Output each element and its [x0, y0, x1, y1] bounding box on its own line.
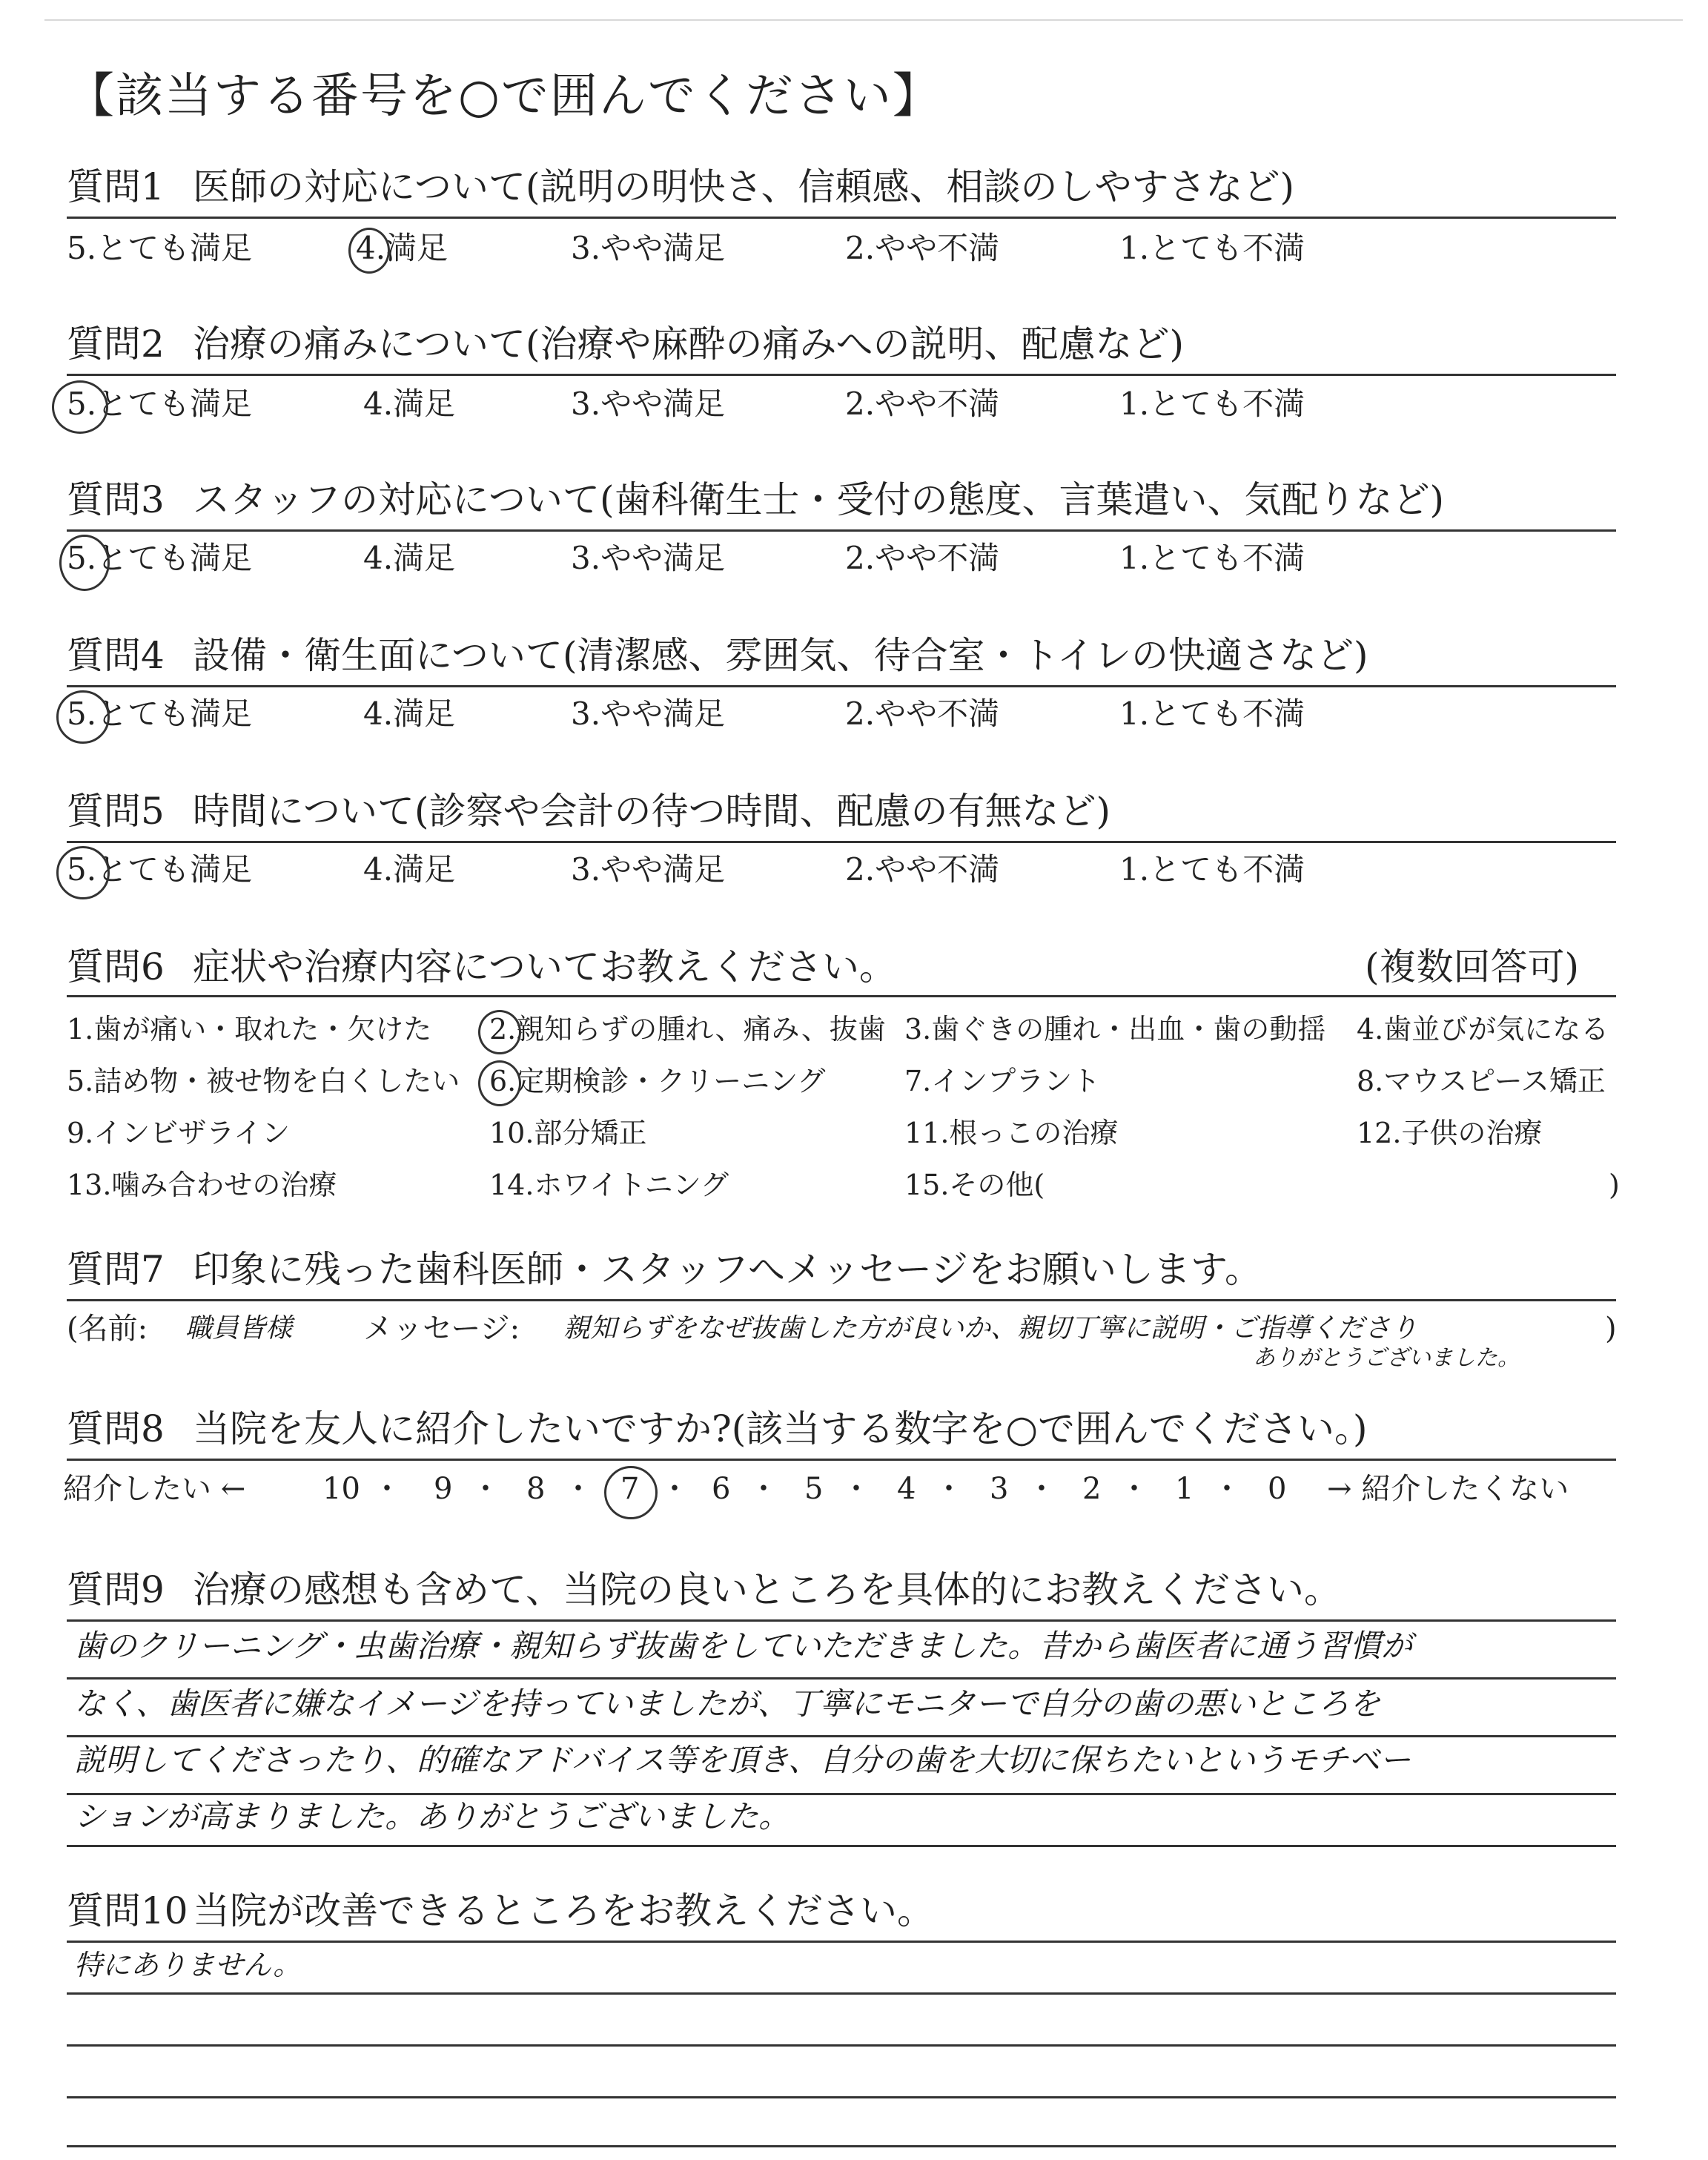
- option-4[interactable]: 4.歯並びが気になる: [1357, 1013, 1609, 1046]
- answer-text: 特にありません。: [74, 1949, 302, 1981]
- writing-line: [67, 1735, 1616, 1737]
- option-5[interactable]: 5.とても満足: [67, 851, 253, 888]
- option-10[interactable]: 10.部分矯正: [489, 1117, 647, 1149]
- question-text: 治療の痛みについて(治療や麻酔の痛みへの説明、配慮など): [193, 323, 1185, 366]
- question-text: 設備・衛生面について(清潔感、雰囲気、待合室・トイレの快適さなど): [193, 634, 1368, 677]
- question-text: 医師の対応について(説明の明快さ、信頼感、相談のしやすさなど): [193, 165, 1295, 208]
- scale-dot: ・: [1027, 1472, 1056, 1506]
- selection-circle: [59, 535, 110, 591]
- question-3: [67, 476, 1623, 524]
- scale-right-label: → 紹介したくない: [1327, 1472, 1569, 1506]
- question-number: 質問6: [67, 945, 165, 988]
- selection-circle: [348, 228, 390, 274]
- rule: [67, 1299, 1616, 1301]
- question-number: 質問8: [67, 1407, 165, 1450]
- scale-dot: ・: [749, 1472, 778, 1506]
- option-5[interactable]: 5.とても満足: [67, 230, 253, 266]
- question-number: 質問2: [67, 323, 165, 366]
- option-4[interactable]: 4.満足: [363, 696, 456, 732]
- rule: [67, 841, 1616, 843]
- question-text: 治療の感想も含めて、当院の良いところを具体的にお教えください。: [193, 1568, 1341, 1611]
- close-paren: ): [1605, 1312, 1617, 1346]
- option-2[interactable]: 2.やや不満: [845, 230, 1000, 266]
- option-6[interactable]: 6.定期検診・クリーニング: [489, 1065, 826, 1097]
- scale-dot: ・: [934, 1472, 964, 1506]
- question-number: 質問4: [67, 634, 165, 677]
- option-1[interactable]: 1.歯が痛い・取れた・欠けた: [67, 1013, 432, 1046]
- question-4: [67, 632, 1623, 679]
- option-4[interactable]: 4.満足: [363, 386, 456, 422]
- option-3[interactable]: 3.歯ぐきの腫れ・出血・歯の動揺: [904, 1013, 1326, 1046]
- multiple-answers-note: (複数回答可): [1364, 945, 1579, 988]
- question-2: [67, 320, 1623, 368]
- option-1[interactable]: 1.とても不満: [1119, 230, 1305, 266]
- writing-line: [67, 2096, 1616, 2098]
- selection-circle: [478, 1010, 521, 1054]
- scale-10[interactable]: 10: [322, 1472, 360, 1506]
- question-10: [67, 1887, 1623, 1935]
- q8-scale: [63, 1463, 1623, 1515]
- option-2[interactable]: 2.やや不満: [845, 540, 1000, 576]
- message-label: メッセージ:: [363, 1312, 520, 1346]
- scale-0[interactable]: 0: [1268, 1472, 1287, 1506]
- option-3[interactable]: 3.やや満足: [571, 696, 726, 732]
- option-5[interactable]: 5.とても満足: [67, 696, 253, 732]
- scale-9[interactable]: 9: [434, 1472, 453, 1506]
- answer-line-2: なく、歯医者に嫌なイメージを持っていましたが、丁寧にモニターで自分の歯の悪いところを: [74, 1685, 1380, 1722]
- writing-line: [67, 1992, 1616, 1995]
- option-8[interactable]: 8.マウスピース矯正: [1357, 1065, 1606, 1097]
- message-text: 親知らずをなぜ抜歯した方が良いか、親切丁寧に説明・ご指導くださり: [563, 1313, 1418, 1344]
- writing-line: [67, 1845, 1616, 1847]
- question-1: [67, 163, 1623, 211]
- answer-line-4: ションが高まりました。ありがとうございました。: [74, 1798, 790, 1834]
- selection-circle: [56, 846, 110, 899]
- question-6: [67, 943, 1623, 991]
- question-number: 質問1: [67, 165, 165, 208]
- scale-3[interactable]: 3: [990, 1472, 1009, 1506]
- q7-answer: [67, 1307, 1623, 1388]
- q5-options: [67, 848, 1623, 892]
- scale-2[interactable]: 2: [1082, 1472, 1102, 1506]
- option-3[interactable]: 3.やや満足: [571, 386, 726, 422]
- top-border: [44, 19, 1683, 21]
- option-15[interactable]: 15.その他(: [904, 1169, 1045, 1201]
- name-value: 職員皆様: [185, 1313, 293, 1344]
- scale-7[interactable]: 7: [620, 1472, 640, 1506]
- scale-dot: ・: [471, 1472, 500, 1506]
- answer-line-3: 説明してくださったり、的確なアドバイス等を頂き、自分の歯を大切に保ちたいというモチベー: [74, 1742, 1411, 1778]
- writing-line: [67, 2145, 1616, 2147]
- selection-circle: [56, 690, 110, 744]
- question-number: 質問9: [67, 1568, 165, 1611]
- option-2[interactable]: 2.やや不満: [845, 851, 1000, 888]
- option-2[interactable]: 2.やや不満: [845, 696, 1000, 732]
- name-label: (名前:: [67, 1312, 148, 1346]
- option-11[interactable]: 11.根っこの治療: [904, 1117, 1119, 1149]
- message-text-cont: ありがとうございました。: [1253, 1345, 1520, 1371]
- q1-options: [67, 226, 1623, 271]
- selection-circle: [478, 1060, 521, 1106]
- rule: [67, 217, 1616, 219]
- scale-dot: ・: [563, 1472, 593, 1506]
- option-9[interactable]: 9.インビザライン: [67, 1117, 291, 1149]
- rule: [67, 374, 1616, 376]
- other-close-paren: ): [1609, 1169, 1620, 1201]
- answer-line-1: 歯のクリーニング・虫歯治療・親知らず抜歯をしていただきました。昔から歯医者に通う習慣が: [74, 1628, 1413, 1664]
- option-3[interactable]: 3.やや満足: [571, 230, 726, 266]
- scale-4[interactable]: 4: [897, 1472, 916, 1506]
- question-number: 質問5: [67, 790, 165, 833]
- question-9: [67, 1566, 1623, 1614]
- option-4[interactable]: 4.満足: [363, 851, 456, 888]
- option-4[interactable]: 4.満足: [363, 540, 456, 576]
- scale-5[interactable]: 5: [804, 1472, 824, 1506]
- option-5[interactable]: 5.とても満足: [67, 540, 253, 576]
- rule: [67, 1459, 1616, 1461]
- scale-dot: ・: [1212, 1472, 1242, 1506]
- rule: [67, 529, 1616, 532]
- scale-8[interactable]: 8: [526, 1472, 546, 1506]
- option-2[interactable]: 2.親知らずの腫れ、痛み、抜歯: [489, 1013, 886, 1046]
- scale-1[interactable]: 1: [1175, 1472, 1194, 1506]
- option-5[interactable]: 5.詰め物・被せ物を白くしたい: [67, 1065, 460, 1097]
- writing-line: [67, 1619, 1616, 1622]
- rule: [67, 995, 1616, 997]
- scale-dot: ・: [660, 1472, 689, 1506]
- option-2[interactable]: 2.やや不満: [845, 386, 1000, 422]
- option-1[interactable]: 1.とても不満: [1119, 696, 1305, 732]
- q2-options: [67, 382, 1623, 426]
- selection-circle: [52, 380, 108, 434]
- scale-dot: ・: [1119, 1472, 1149, 1506]
- question-text: 印象に残った歯科医師・スタッフへメッセージをお願いします。: [193, 1248, 1262, 1291]
- option-4[interactable]: 4.満足: [356, 230, 448, 266]
- option-12[interactable]: 12.子供の治療: [1357, 1117, 1543, 1149]
- option-3[interactable]: 3.やや満足: [571, 540, 726, 576]
- question-number: 質問7: [67, 1248, 165, 1291]
- rule: [67, 685, 1616, 687]
- form-title: 【該当する番号を○で囲んでください】: [67, 69, 941, 124]
- scale-dot: ・: [841, 1472, 871, 1506]
- option-13[interactable]: 13.噛み合わせの治療: [67, 1169, 337, 1201]
- question-5: [67, 787, 1623, 835]
- q6-options: [67, 1007, 1623, 1229]
- question-text: 症状や治療内容についてお教えください。: [193, 945, 896, 988]
- scale-6[interactable]: 6: [712, 1472, 731, 1506]
- writing-line: [67, 1677, 1616, 1680]
- question-text: 当院を友人に紹介したいですか?(該当する数字を○で囲んでください。): [193, 1407, 1368, 1450]
- question-text: 当院が改善できるところをお教えください。: [193, 1889, 934, 1932]
- option-3[interactable]: 3.やや満足: [571, 851, 726, 888]
- option-5[interactable]: 5.とても満足: [67, 386, 253, 422]
- writing-line: [67, 2044, 1616, 2047]
- question-number: 質問3: [67, 478, 165, 521]
- scale-dot: ・: [372, 1472, 402, 1506]
- question-7: [67, 1246, 1623, 1293]
- option-7[interactable]: 7.インプラント: [904, 1065, 1101, 1097]
- question-text: スタッフの対応について(歯科衛生士・受付の態度、言葉遣い、気配りなど): [193, 478, 1445, 521]
- option-14[interactable]: 14.ホワイトニング: [489, 1169, 729, 1201]
- scale-left-label: 紹介したい ←: [63, 1472, 246, 1506]
- q3-options: [67, 536, 1623, 581]
- selection-circle: [604, 1466, 658, 1519]
- option-1[interactable]: 1.とても不満: [1119, 386, 1305, 422]
- q4-options: [67, 692, 1623, 736]
- question-number: 質問10: [67, 1889, 188, 1932]
- question-text: 時間について(診察や会計の待つ時間、配慮の有無など): [193, 790, 1111, 833]
- question-8: [67, 1405, 1623, 1453]
- option-1[interactable]: 1.とても不満: [1119, 851, 1305, 888]
- option-1[interactable]: 1.とても不満: [1119, 540, 1305, 576]
